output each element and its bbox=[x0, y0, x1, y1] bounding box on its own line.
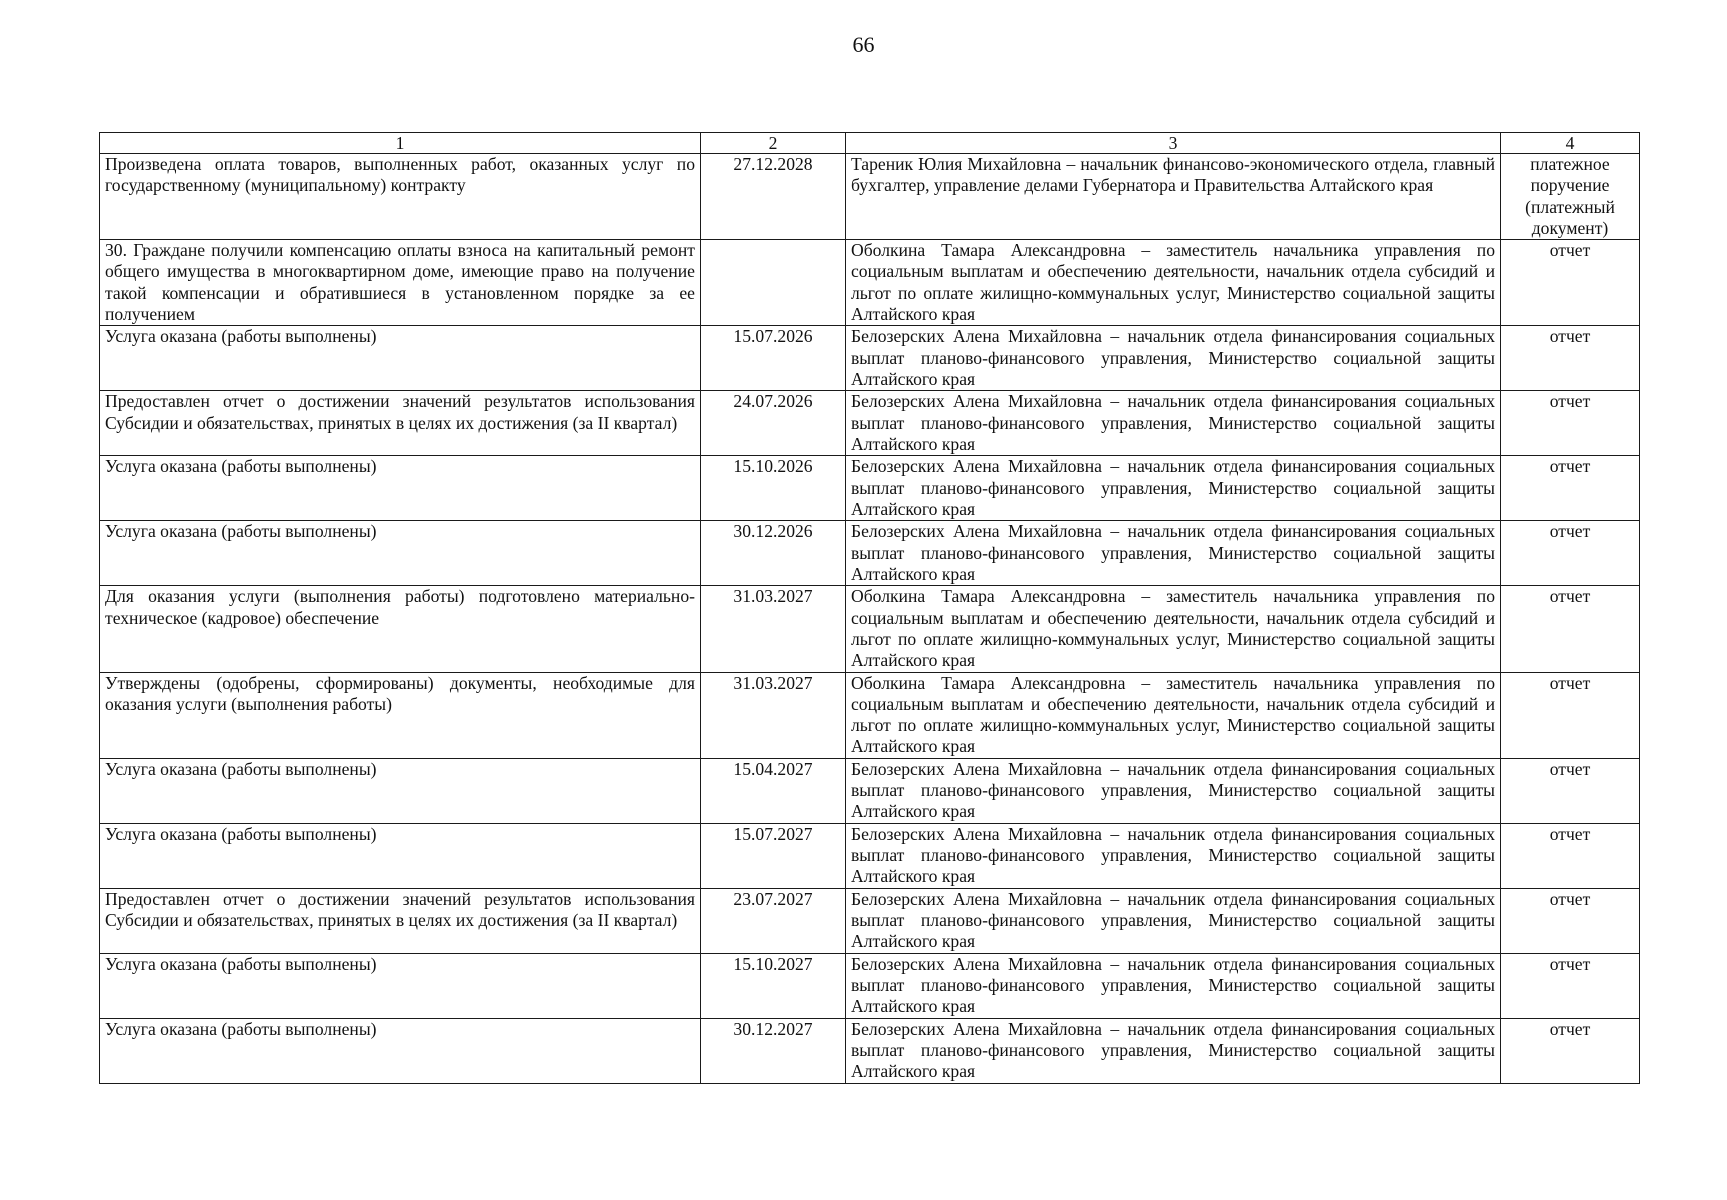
table-row bbox=[100, 521, 1640, 586]
event-cell: Услуга оказана (работы выполнены) bbox=[100, 521, 701, 586]
table-row bbox=[100, 953, 1640, 1018]
table-row bbox=[100, 1018, 1640, 1083]
event-cell: Услуга оказана (работы выполнены) bbox=[100, 456, 701, 521]
event-cell: Предоставлен отчет о достижении значений результатов использования Субсидии и обязательствах, принятых в целях их достижения (за II квартал) bbox=[100, 391, 701, 456]
document-type-cell: отчет bbox=[1501, 240, 1640, 326]
column-header-1: 1 bbox=[100, 133, 701, 154]
date-cell: 23.07.2027 bbox=[701, 888, 846, 953]
document-type-cell: отчет bbox=[1501, 672, 1640, 758]
document-type-cell: отчет bbox=[1501, 586, 1640, 672]
date-cell: 15.10.2027 bbox=[701, 953, 846, 1018]
responsible-cell: Оболкина Тамара Александровна – заместитель начальника управления по социальным выплатам и обеспечению деятельности, начальник отдела субсидий и льгот по оплате жилищно-коммунальных услуг, Министерство социальной защиты Алтайского края bbox=[846, 586, 1501, 672]
date-cell: 15.10.2026 bbox=[701, 456, 846, 521]
event-cell: Утверждены (одобрены, сформированы) документы, необходимые для оказания услуги (выполнения работы) bbox=[100, 672, 701, 758]
responsible-cell: Белозерских Алена Михайловна – начальник отдела финансирования социальных выплат планово-финансового управления, Министерство социальной защиты Алтайского края bbox=[846, 521, 1501, 586]
date-cell: 31.03.2027 bbox=[701, 586, 846, 672]
column-header-4: 4 bbox=[1501, 133, 1640, 154]
event-cell: Предоставлен отчет о достижении значений результатов использования Субсидии и обязательствах, принятых в целях их достижения (за II квартал) bbox=[100, 888, 701, 953]
responsible-cell: Белозерских Алена Михайловна – начальник отдела финансирования социальных выплат планово-финансового управления, Министерство социальной защиты Алтайского края bbox=[846, 456, 1501, 521]
table-row bbox=[100, 672, 1640, 758]
responsible-cell: Белозерских Алена Михайловна – начальник отдела финансирования социальных выплат планово-финансового управления, Министерство социальной защиты Алтайского края bbox=[846, 823, 1501, 888]
table-row bbox=[100, 391, 1640, 456]
document-table bbox=[99, 132, 1640, 1084]
document-type-cell: отчет bbox=[1501, 391, 1640, 456]
responsible-cell: Белозерских Алена Михайловна – начальник отдела финансирования социальных выплат планово-финансового управления, Министерство социальной защиты Алтайского края bbox=[846, 758, 1501, 823]
table-header-row bbox=[100, 133, 1640, 154]
responsible-cell: Белозерских Алена Михайловна – начальник отдела финансирования социальных выплат планово-финансового управления, Министерство социальной защиты Алтайского края bbox=[846, 326, 1501, 391]
date-cell: 27.12.2028 bbox=[701, 154, 846, 240]
date-cell: 30.12.2026 bbox=[701, 521, 846, 586]
event-cell: 30. Граждане получили компенсацию оплаты взноса на капитальный ремонт общего имущества в многоквартирном доме, имеющие право на получение такой компенсации и обратившиеся в установленном порядке за ее получением bbox=[100, 240, 701, 326]
document-type-cell: отчет bbox=[1501, 823, 1640, 888]
document-type-cell: отчет bbox=[1501, 1018, 1640, 1083]
event-cell: Услуга оказана (работы выполнены) bbox=[100, 326, 701, 391]
column-header-3: 3 bbox=[846, 133, 1501, 154]
table-row bbox=[100, 823, 1640, 888]
date-cell: 24.07.2026 bbox=[701, 391, 846, 456]
table-row bbox=[100, 240, 1640, 326]
event-cell: Произведена оплата товаров, выполненных работ, оказанных услуг по государственному (муниципальному) контракту bbox=[100, 154, 701, 240]
document-type-cell: отчет bbox=[1501, 326, 1640, 391]
table-row bbox=[100, 326, 1640, 391]
document-type-cell: отчет bbox=[1501, 758, 1640, 823]
event-cell: Для оказания услуги (выполнения работы) подготовлено материально-техническое (кадровое) обеспечение bbox=[100, 586, 701, 672]
responsible-cell: Тареник Юлия Михайловна – начальник финансово-экономического отдела, главный бухгалтер, управление делами Губернатора и Правительства Алтайского края bbox=[846, 154, 1501, 240]
document-type-cell: отчет bbox=[1501, 888, 1640, 953]
responsible-cell: Белозерских Алена Михайловна – начальник отдела финансирования социальных выплат планово-финансового управления, Министерство социальной защиты Алтайского края bbox=[846, 953, 1501, 1018]
document-type-cell: отчет bbox=[1501, 521, 1640, 586]
event-cell: Услуга оказана (работы выполнены) bbox=[100, 823, 701, 888]
document-type-cell: платежное поручение (платежный документ) bbox=[1501, 154, 1640, 240]
document-type-cell: отчет bbox=[1501, 456, 1640, 521]
table-row bbox=[100, 888, 1640, 953]
column-header-2: 2 bbox=[701, 133, 846, 154]
date-cell: 15.07.2027 bbox=[701, 823, 846, 888]
date-cell bbox=[701, 240, 846, 326]
document-table-container bbox=[99, 132, 1639, 1084]
document-type-cell: отчет bbox=[1501, 953, 1640, 1018]
date-cell: 15.07.2026 bbox=[701, 326, 846, 391]
responsible-cell: Оболкина Тамара Александровна – заместитель начальника управления по социальным выплатам и обеспечению деятельности, начальник отдела субсидий и льгот по оплате жилищно-коммунальных услуг, Министерство социальной защиты Алтайского края bbox=[846, 672, 1501, 758]
event-cell: Услуга оказана (работы выполнены) bbox=[100, 758, 701, 823]
responsible-cell: Белозерских Алена Михайловна – начальник отдела финансирования социальных выплат планово-финансового управления, Министерство социальной защиты Алтайского края bbox=[846, 1018, 1501, 1083]
responsible-cell: Оболкина Тамара Александровна – заместитель начальника управления по социальным выплатам и обеспечению деятельности, начальник отдела субсидий и льгот по оплате жилищно-коммунальных услуг, Министерство социальной защиты Алтайского края bbox=[846, 240, 1501, 326]
responsible-cell: Белозерских Алена Михайловна – начальник отдела финансирования социальных выплат планово-финансового управления, Министерство социальной защиты Алтайского края bbox=[846, 888, 1501, 953]
page-number: 66 bbox=[852, 32, 875, 57]
event-cell: Услуга оказана (работы выполнены) bbox=[100, 1018, 701, 1083]
table-row bbox=[100, 586, 1640, 672]
date-cell: 30.12.2027 bbox=[701, 1018, 846, 1083]
responsible-cell: Белозерских Алена Михайловна – начальник отдела финансирования социальных выплат планово-финансового управления, Министерство социальной защиты Алтайского края bbox=[846, 391, 1501, 456]
table-row bbox=[100, 154, 1640, 240]
event-cell: Услуга оказана (работы выполнены) bbox=[100, 953, 701, 1018]
date-cell: 15.04.2027 bbox=[701, 758, 846, 823]
table-row bbox=[100, 758, 1640, 823]
table-row bbox=[100, 456, 1640, 521]
date-cell: 31.03.2027 bbox=[701, 672, 846, 758]
